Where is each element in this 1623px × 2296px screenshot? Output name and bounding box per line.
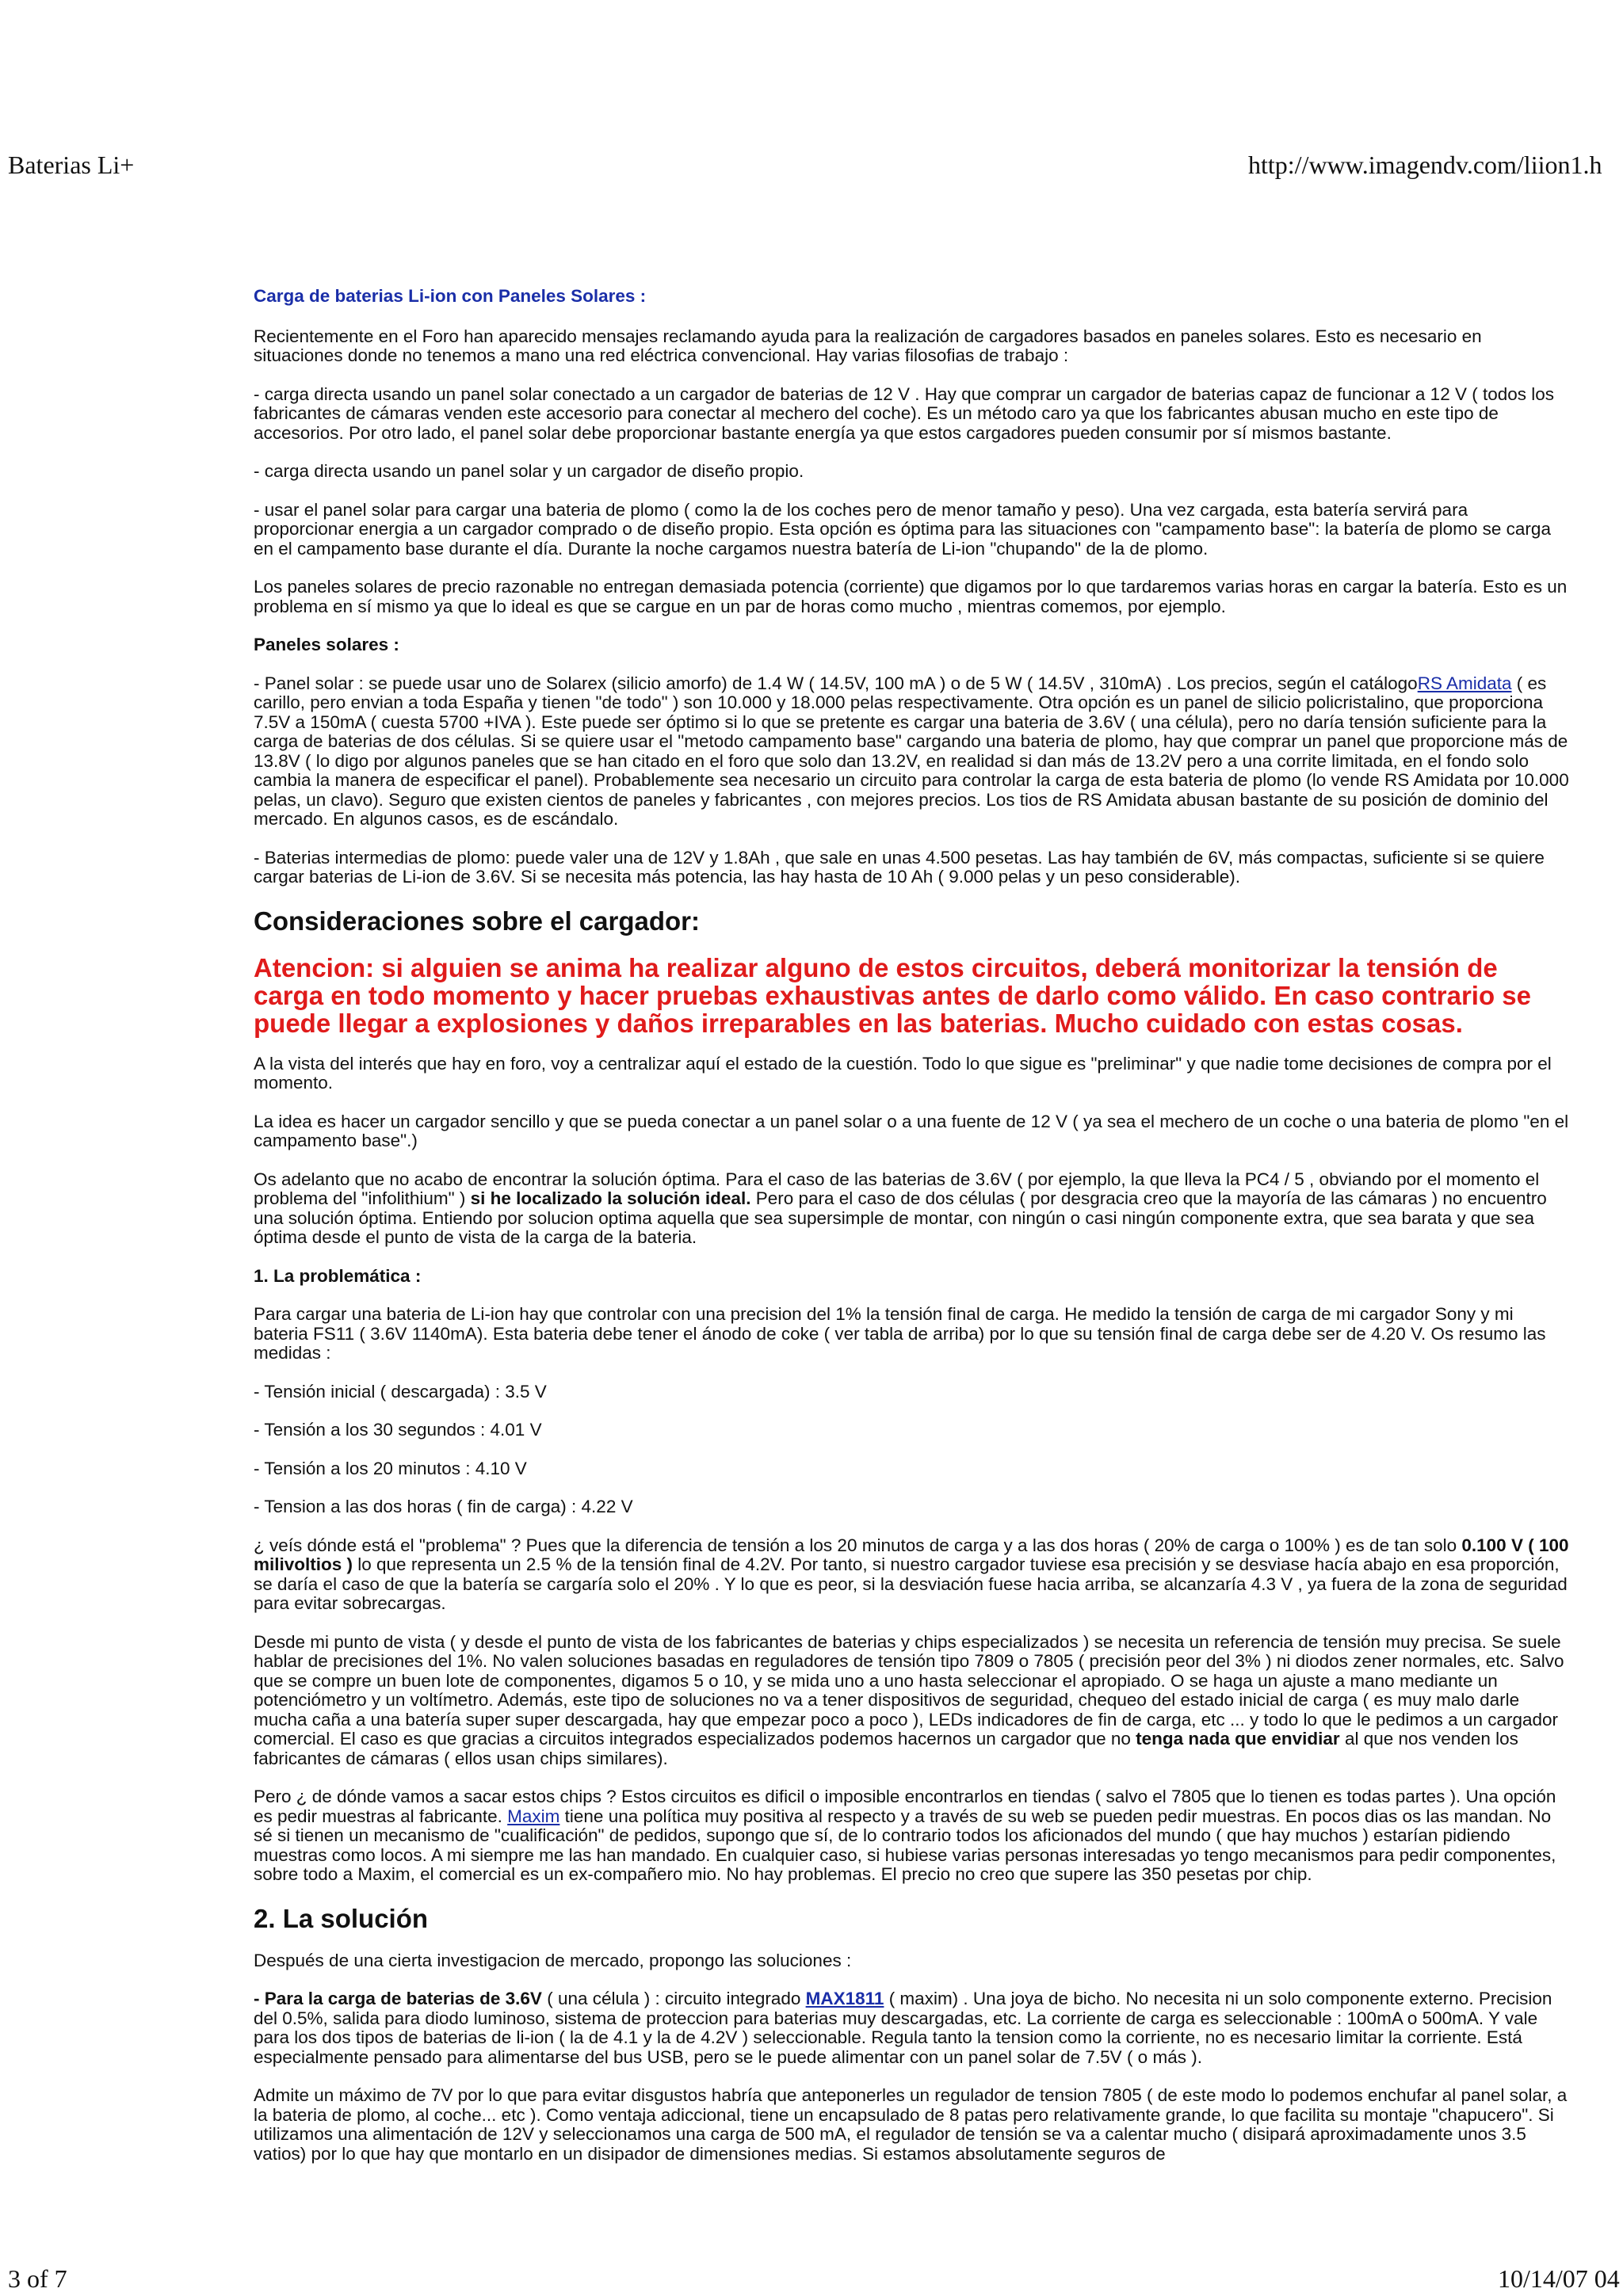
page-header-url: http://www.imagendv.com/liion1.h (1248, 151, 1602, 179)
link-max1811[interactable]: MAX1811 (805, 1989, 884, 2008)
paragraph-para (254, 1989, 1569, 2067)
link-rs-amidata[interactable]: RS Amidata (1417, 673, 1512, 693)
link-maxim[interactable]: Maxim (507, 1806, 560, 1826)
paragraph-option-3: - usar el panel solar para cargar una bateria de plomo ( como la de los coches pero de menor tamaño y peso). Una vez cargada, esta batería servirá para proporcionar energia a un cargador comprado o de diseño propio. Esta opción es óptima para las situaciones con "campamento base": la batería de plomo se carga en el campamento base durante el día. Durante la noche cargamos nuestra batería de Li-ion "chupando" de la de plomo. (254, 499, 1551, 559)
pero-text-b: tiene una política muy positiva al respecto y a través de su web se pueden pedir muestras. En pocos dias os las mandan. No sé si tienen un mecanismo de "cualificación" de pedidos, supongo que sí, de lo contrario todos los aficionados del mundo ( que hay muchos ) estarían pidiendo muestras como locos. A mi siempre me las han mandado. En cualquier caso, si hubiese varias personas interesadas yo tengo mecanismos para pedir componentes, sobre todo a Maxim, el comercial es un ex-compañero mio. No hay problemas. El precio no creo que supere las 350 pesetas por chip. (254, 1806, 1556, 1884)
paragraph-admite: Admite un máximo de 7V por lo que para evitar disgustos habría que anteponerles un regulador de tension 7805 ( de este modo lo podemos enchufar al panel solar, a la bateria de plomo, al coche... etc ). Como ventaja adiccional, tiene un encapsulado de 8 patas pero relativamente grande, lo que facilita su montaje "chapucero". Si utilizamos una alimentación de 12V y seleccionamos una carga de 500 mA, el regulador de tensión se va a calentar mucho ( disipará aproximadamente unos 3.5 vatios) por lo que hay que montarlo en un disipador de dimensiones medias. Si estamos absolutamente seguros de (254, 2085, 1568, 2164)
para-text-b: ( maxim) . Una joya de bicho. No necesita ni un solo componente externo. Precision del 0.5%, salida para diodo luminoso, sistema de proteccion para baterias muy descargadas, etc. La corriente de carga es seleccionable : 100mA o 500mA. Y vale para los dos tipos de baterias de li-ion ( la de 4.1 y la de 4.2V ) seleccionable. Regula tanto la tension como la corriente, no es necesario limitar la corriente. Está especialmente pensado para alimentarse del bus USB, pero se le puede alimentar con un panel solar de 7.5V ( o más ). (254, 1989, 1552, 2067)
adelanto-text-a: Os adelanto que no acabo de encontrar la solución óptima. Para el caso de las baterias de 3.6V ( por ejemplo, la que lleva la PC4 / 5 , obviando por el momento el problema del "infolithium" ) (254, 1169, 1540, 1208)
paragraph-option-2: - carga directa usando un panel solar y un cargador de diseño propio. (254, 461, 804, 481)
page-header-title: Baterias Li+ (8, 151, 135, 179)
panel-text-a: - Panel solar : se puede usar uno de Solarex (silicio amorfo) de 1.4 W ( 14.5V, 100 mA ) o de 5 W ( 14.5V , 310mA) . Los precios, según el catálogo (254, 673, 1418, 693)
article-body (254, 287, 1569, 2183)
section-heading-problematica: 1. La problemática : (254, 1265, 422, 1286)
paragraph-baterias: - Baterias intermedias de plomo: puede valer una de 12V y 1.8Ah , que sale en unas 4.500 pesetas. Las hay también de 6V, más compactas, suficiente si se quiere cargar baterias de Li-ion de 3.6V. Si se necesita más potencia, las hay hasta de 10 Ah ( 9.000 pelas y un peso considerable). (254, 847, 1545, 887)
adelanto-text-b: Pero para el caso de dos células ( por desgracia creo que la mayoría de las cámaras ) no encuentro una solución óptima. Entiendo por solucion optima aquella que sea supersimple de montar, con ningún o casi ningún componente extra, que sea barata y que sea óptima desde el punto de vista de la carga de la bateria. (254, 1188, 1547, 1247)
para-text-a: ( una célula ) : circuito integrado (541, 1989, 806, 2008)
heading-solucion: 2. La solución (254, 1903, 429, 1933)
warning-text: Atencion: si alguien se anima ha realizar alguno de estos circuitos, deberá monitorizar la tensión de carga en todo momento y hacer pruebas exhaustivas antes de darlo como válido. En caso contrario se puede llegar a explosiones y daños irreparables en las baterias. Mucho cuidado con estas cosas. (254, 952, 1532, 1038)
pero-text-a: Pero ¿ de dónde vamos a sacar estos chips ? Estos circuitos es dificil o imposible encontrarlos en tiendas ( salvo el 7805 que lo tienen es todas partes ). Una opción es pedir muestras al fabricante. (254, 1787, 1556, 1826)
heading-consideraciones: Consideraciones sobre el cargador: (254, 906, 701, 936)
section-heading-paneles: Paneles solares : (254, 635, 399, 654)
page-footer-date: 10/14/07 04 (1498, 2264, 1620, 2293)
desde-text-a: Desde mi punto de vista ( y desde el punto de vista de los fabricantes de baterias y chips especializados ) se necesita un referencia de tensión muy precisa. Se suele hablar de precisiones del 1%. No valen soluciones basadas en reguladores de tensión tipo 7809 o 7805 ( precisión peor del 3% ) ni diodos zener normales, etc. Salvo que se compre un buen lote de componentes, digamos 5 o 10, y se mida uno a uno hasta seleccionar el apropiado. O se haga un ajuste a mano mediante un potenciómetro y un voltímetro. Además, este tipo de soluciones no va a tener dispositivos de seguridad, chequeo del estado inicial de carga ( es muy malo darle mucha caña a una batería super super descargada, hay que empezar poco a poco ), LEDs indicadores de fin de carga, etc ... y todo lo que le pedimos a un cargador comercial. El caso es que gracias a circuitos integrados especializados podemos hacernos un cargador que no (254, 1631, 1564, 1749)
problema-text-b: lo que representa un 2.5 % de la tensión final de 4.2V. Por tanto, si nuestro cargador tuviese esa precisión y se desviase hacía abajo en esa proporción, se daría el caso de que la batería se cargaría solo el 20% . Y lo que es peor, si la desviación fuese hacia arriba, se alcanzaría 4.3 V , ya fuera de la zona de seguridad para evitar sobrecargas. (254, 1554, 1568, 1613)
desde-bold: tenga nada que envidiar (1136, 1729, 1340, 1749)
paragraph-despues: Después de una cierta investigacion de mercado, propongo las soluciones : (254, 1950, 852, 1970)
paragraph-idea: La idea es hacer un cargador sencillo y que se pueda conectar a un panel solar o a una fuente de 12 V ( ya sea el mechero de un coche o una bateria de plomo "en el campamento base".) (254, 1111, 1569, 1150)
panel-text-b: ( es carillo, pero envian a toda España y tienen "de todo" ) son 10.000 y 18.000 pelas respectivamente. Otra opción es un panel de silicio policristalino, que proporciona 7.5V a 150mA ( cuesta 5700 +IVA ). Este puede ser óptimo si lo que se pretente es cargar una bateria de 3.6V ( una célula), pero no daría tensión suficiente para la carga de baterias de dos células. Si se quiere usar el "metodo campamento base" cargando una bateria de plomo, hay que comprar un panel que proporcione más de 13.8V ( lo digo por algunos paneles que se han citado en el foro que solo dan 13.2V, en realidad si dan más de 13.2V pero a una corrite limitada, en el fondo solo cambia la manera de especificar el panel). Probablemente sea necesario un circuito para controlar la carga de esta bateria de plomo (lo vende RS Amidata por 10.000 pelas, un clavo). Seguro que existen cientos de paneles y fabricantes , con mejores precios. Los tios de RS Amidata abusan bastante de su posición de dominio del mercado. En algunos casos, es de escándalo. (254, 673, 1569, 829)
paragraph-panel-solar (254, 674, 1569, 830)
paragraph-desde (254, 1633, 1569, 1769)
measurement-item: - Tension a las dos horas ( fin de carga) : 4.22 V (254, 1497, 633, 1516)
paragraph-problema (254, 1536, 1569, 1614)
desde-text-b: al que nos venden los fabricantes de cámaras ( ellos usan chips similares). (254, 1729, 1518, 1768)
paragraph-paneles: Los paneles solares de precio razonable no entregan demasiada potencia (corriente) que digamos por lo que tardaremos varias horas en cargar la batería. Esto es un problema en sí mismo ya que lo ideal es que se cargue en un par de horas como mucho , mientras comemos, por ejemplo. (254, 577, 1568, 616)
paragraph-intro: Recientemente en el Foro han aparecido mensajes reclamando ayuda para la realización de cargadores basados en paneles solares. Esto es necesario en situaciones donde no tenemos a mano una red eléctrica convencional. Hay varias filosofias de trabajo : (254, 326, 1482, 365)
para-bold: - Para la carga de baterias de 3.6V (254, 1989, 542, 2008)
problema-bold: 0.100 V ( 100 milivoltios ) (254, 1535, 1569, 1574)
paragraph-cargar: Para cargar una bateria de Li-ion hay que controlar con una precision del 1% la tensión final de carga. He medido la tensión de carga de mi cargador Sony y mi bateria FS11 ( 3.6V 1140mA). Esta bateria debe tener el ánodo de coke ( ver tabla de arriba) por lo que su tensión final de carga debe ser de 4.20 V. Os resumo las medidas : (254, 1304, 1546, 1363)
page-footer-number: 3 of 7 (8, 2264, 67, 2293)
measurement-item: - Tensión a los 20 minutos : 4.10 V (254, 1458, 527, 1478)
measurement-item: - Tensión a los 30 segundos : 4.01 V (254, 1420, 542, 1440)
paragraph-vista: A la vista del interés que hay en foro, voy a centralizar aquí el estado de la cuestión. Todo lo que sigue es "preliminar" y que nadie tome decisiones de compra por el momento. (254, 1053, 1552, 1093)
paragraph-pero (254, 1787, 1569, 1885)
paragraph-adelanto (254, 1170, 1569, 1248)
adelanto-bold: si he localizado la solución ideal. (465, 1188, 751, 1208)
section-heading-solar: Carga de baterias Li-ion con Paneles Solares : (254, 286, 647, 306)
problema-text-a: ¿ veís dónde está el "problema" ? Pues que la diferencia de tensión a los 20 minutos de carga y a las dos horas ( 20% de carga o 100% ) es de tan solo (254, 1535, 1462, 1555)
measurement-item: - Tensión inicial ( descargada) : 3.5 V (254, 1381, 547, 1402)
paragraph-option-1: - carga directa usando un panel solar conectado a un cargador de baterias de 12 V . Hay que comprar un cargador de baterias capaz de funcionar a 12 V ( todos los fabricantes de cámaras venden este accesorio para conectar al mechero del coche). Es un método caro ya que los fabricantes abusan mucho en este tipo de accesorios. Por otro lado, el panel solar debe proporcionar bastante energía ya que estos cargadores pueden consumir por sí mismos bastante. (254, 383, 1555, 443)
